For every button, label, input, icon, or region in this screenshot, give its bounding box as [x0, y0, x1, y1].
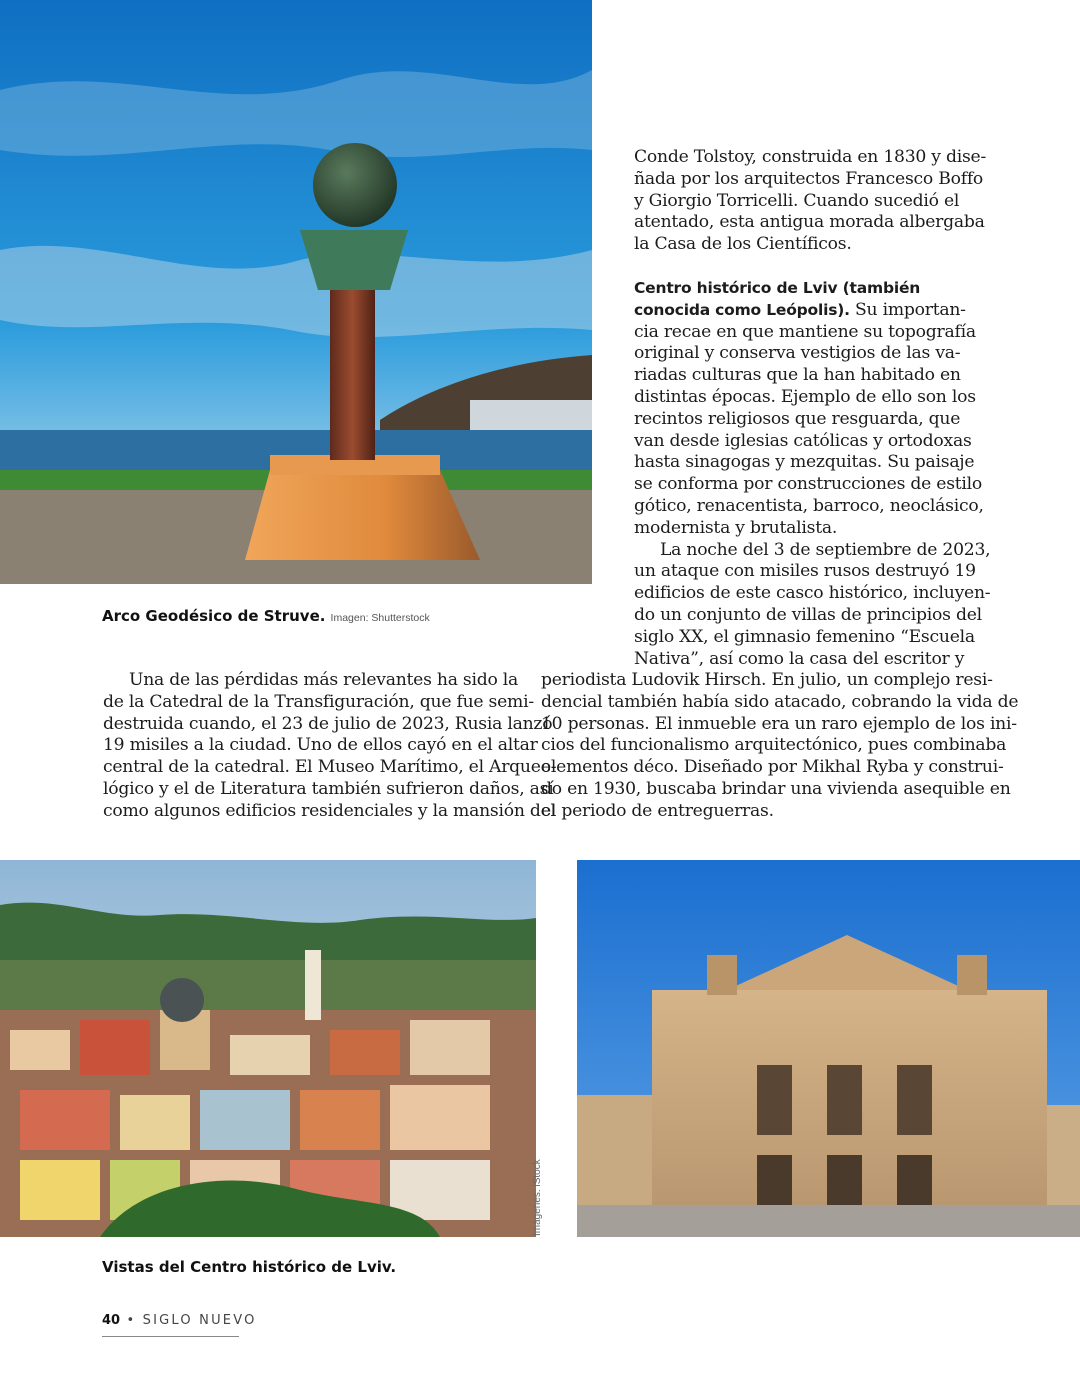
section-subhead: Centro histórico de Lviv (también: [634, 279, 921, 297]
body-line: cios del funcionalismo arquitectónico, pues combinaba: [541, 735, 1007, 756]
body-line: y Giorgio Torricelli. Cuando sucedió el: [634, 190, 960, 211]
lviv-aerial-photo: [0, 860, 536, 1237]
body-line: do en 1930, buscaba brindar una vivienda asequible en: [541, 778, 1011, 799]
body-line: central de la catedral. El Museo Marítimo, el Arqueo-: [103, 757, 557, 778]
body-line: Una de las pérdidas más relevantes ha sido la: [129, 670, 519, 690]
bottom-photos-caption: [102, 1257, 396, 1276]
body-line: modernista y brutalista.: [634, 517, 838, 538]
body-line: como algunos edificios residenciales y la mansión del: [103, 800, 556, 821]
body-line: siglo XX, el gimnasio femenino “Escuela: [634, 626, 975, 647]
body-line: riadas culturas que la han habitado en: [634, 365, 961, 386]
caption-title: Vistas del Centro histórico de Lviv.: [102, 1258, 397, 1276]
body-line: edificios de este casco histórico, incluyen-: [634, 583, 991, 604]
bottom-photos-credit: Imágenes: iStock: [532, 1159, 543, 1236]
caption-credit: Imagen: Shutterstock: [330, 612, 430, 624]
page-number: 40: [102, 1313, 121, 1328]
body-line: lógico y el de Literatura también sufrieron daños, así: [103, 778, 554, 799]
page-folio: [102, 1313, 257, 1328]
body-line: Su importan-: [849, 299, 966, 320]
body-line: Nativa”, así como la casa del escritor y: [634, 648, 965, 669]
body-line: destruida cuando, el 23 de julio de 2023, Rusia lanzó: [103, 713, 553, 734]
section-subhead-cont: conocida como Leópolis).: [634, 300, 850, 319]
right-column-intro: [634, 147, 986, 256]
body-line: original y conserva vestigios de las va-: [634, 343, 961, 364]
body-line: un ataque con misiles rusos destruyó 19: [634, 561, 976, 582]
body-line: periodista Ludovik Hirsch. En julio, un complejo resi-: [541, 670, 993, 690]
caption-title: Arco Geodésico de Struve.: [102, 607, 326, 625]
body-line: gótico, renacentista, barroco, neoclásico,: [634, 495, 984, 516]
magazine-name: SIGLO NUEVO: [142, 1313, 257, 1328]
body-line: ñada por los arquitectos Francesco Boffo: [634, 168, 984, 189]
left-column: [103, 670, 556, 823]
section-lviv: [634, 278, 990, 670]
body-line: elementos déco. Diseñado por Mikhal Ryba y construi-: [541, 757, 1004, 778]
struve-arc-photo: [0, 0, 592, 584]
folio-separator: •: [126, 1313, 137, 1328]
body-line: do un conjunto de villas de principios del: [634, 604, 982, 625]
body-line: van desde iglesias católicas y ortodoxas: [634, 430, 972, 451]
body-line: La noche del 3 de septiembre de 2023,: [660, 539, 991, 560]
body-line: cia recae en que mantiene su topografía: [634, 321, 976, 342]
body-line: distintas épocas. Ejemplo de ello son los: [634, 386, 976, 407]
top-photo-caption: [102, 606, 430, 625]
body-line: de la Catedral de la Transfiguración, que fue semi-: [103, 691, 534, 712]
body-line: 19 misiles a la ciudad. Uno de ellos cayó en el altar: [103, 735, 538, 756]
body-line: se conforma por construcciones de estilo: [634, 474, 983, 495]
section-lviv-wide: [541, 670, 1018, 823]
body-line: el periodo de entreguerras.: [541, 800, 774, 821]
body-line: recintos religiosos que resguarda, que: [634, 408, 961, 429]
body-line: la Casa de los Científicos.: [634, 234, 852, 255]
lviv-opera-photo: [577, 860, 1080, 1237]
body-line: dencial también había sido atacado, cobrando la vida de: [541, 691, 1019, 712]
body-line: hasta sinagogas y mezquitas. Su paisaje: [634, 452, 975, 473]
folio-rule: [102, 1336, 239, 1337]
body-line: atentado, esta antigua morada albergaba: [634, 212, 985, 233]
body-line: 10 personas. El inmueble era un raro ejemplo de los ini-: [541, 713, 1017, 734]
body-line: Conde Tolstoy, construida en 1830 y dise-: [634, 147, 987, 167]
